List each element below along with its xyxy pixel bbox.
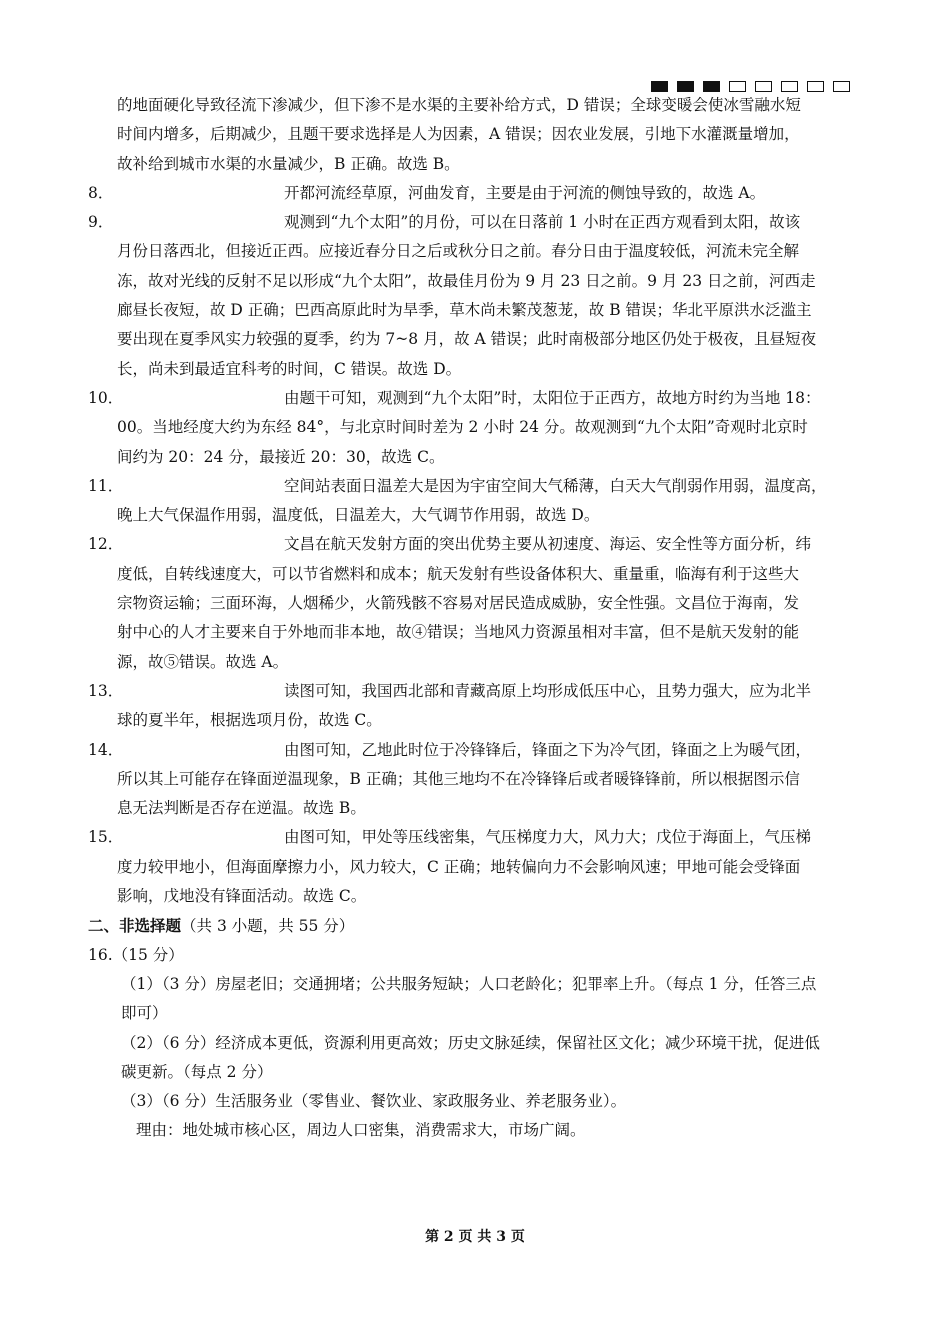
text-line: 所以其上可能存在锋面逆温现象，B 正确；其他三地均不在冷锋锋后或者暖锋锋前，所以根据图示信 (117, 769, 800, 788)
text-line: 故补给到城市水渠的水量减少，B 正确。故选 B。 (117, 154, 460, 173)
section-info: （共 3 小题，共 55 分） (181, 917, 355, 936)
text-line: （3）（6 分）生活服务业（零售业、餐饮业、家政服务业、养老服务业）。 (121, 1092, 627, 1111)
text-line: 由题干可知，观测到“九个太阳”时，太阳位于正西方，故地方时约为当地 18： (284, 388, 821, 407)
question-number: 9． (88, 213, 114, 232)
question-number: 15． (88, 828, 124, 847)
text-line: 00。当地经度大约为东经 84°，与北京时间时差为 2 小时 24 分。故观测到“九个太阳”奇观时北京时 (117, 418, 808, 437)
answer-16 (88, 941, 860, 1146)
text-line: 由图可知，甲处等压线密集，气压梯度力大，风力大；戊位于海面上，气压梯 (284, 828, 812, 847)
answer-8 (88, 179, 860, 208)
text-line: 度低，自转线速度大，可以节省燃料和成本；航天发射有些设备体积大、重量重，临海有利于这些大 (117, 564, 800, 583)
text-line: （2）（6 分）经济成本更低，资源利用更高效；历史文脉延续，保留社区文化；减少环境干扰，促进低 (121, 1033, 820, 1052)
text-line: 晚上大气保温作用弱，温度低，日温差大，大气调节作用弱，故选 D。 (117, 506, 600, 525)
text-line: 射中心的人才主要来自于外地而非本地，故④错误；当地风力资源虽相对丰富，但不是航天发射的能 (117, 623, 800, 642)
text-line: 间约为 20：24 分，最接近 20：30，故选 C。 (117, 447, 445, 466)
question-number: 11． (88, 476, 124, 495)
text-line: 冻，故对光线的反射不足以形成“九个太阳”，故最佳月份为 9 月 23 日之前。9 月 23 日之前，河西走 (117, 271, 816, 290)
answer-10 (88, 384, 860, 472)
answer-14 (88, 736, 860, 824)
text-line: 观测到“九个太阳”的月份，可以在日落前 1 小时在正西方观看到太阳，故该 (284, 213, 801, 232)
text-line: 度力较甲地小，但海面摩擦力小，风力较大，C 正确；地转偏向力不会影响风速；甲地可能会受锋面 (117, 857, 801, 876)
section-heading (88, 911, 860, 940)
answer-content (88, 91, 860, 1146)
text-line: 即可） (121, 1004, 168, 1023)
text-line: 的地面硬化导致径流下渗减少，但下渗不是水渠的主要补给方式，D 错误；全球变暖会使冰雪融水短 (117, 96, 801, 114)
text-line: 息无法判断是否存在逆温。故选 B。 (117, 799, 366, 818)
section-title: 二、非选择题 (88, 916, 182, 936)
answer-7-continuation (88, 91, 860, 179)
text-line: 由图可知，乙地此时位于冷锋锋后，锋面之下为冷气团，锋面之上为暖气团， (284, 740, 812, 759)
text-line: 要出现在夏季风实力较强的夏季，约为 7~8 月，故 A 错误；此时南极部分地区仍处于极夜，且昼短夜 (117, 330, 817, 349)
text-line: 文昌在航天发射方面的突出优势主要从初速度、海运、安全性等方面分析，纬 (284, 535, 812, 554)
answer-13 (88, 677, 860, 736)
text-line: 时间内增多，后期减少，且题干要求选择是人为因素，A 错误；因农业发展，引地下水灌溉量增加， (117, 125, 800, 144)
text-line: 读图可知，我国西北部和青藏高原上均形成低压中心，且势力强大，应为北半 (284, 681, 812, 700)
text-line: 长，尚未到最适宜科考的时间，C 错误。故选 D。 (117, 359, 462, 378)
text-line: 开都河流经草原，河曲发育，主要是由于河流的侧蚀导致的，故选 A。 (284, 183, 766, 202)
answer-12 (88, 530, 860, 676)
text-line: 影响，戊地没有锋面活动。故选 C。 (117, 887, 367, 906)
text-line: 廊昼长夜短，故 D 正确；巴西高原此时为旱季，草木尚未繁茂葱茏，故 B 错误；华北平原洪水泛滥主 (117, 301, 812, 320)
text-line: 空间站表面日温差大是因为宇宙空间大气稀薄，白天大气削弱作用弱，温度高， (284, 476, 827, 495)
answer-15 (88, 823, 860, 911)
text-line: 碳更新。（每点 2 分） (121, 1062, 273, 1081)
question-number: 8． (88, 183, 114, 202)
question-number: 12． (88, 535, 124, 554)
question-number: 13． (88, 681, 124, 700)
text-line: 源，故⑤错误。故选 A。 (117, 652, 289, 671)
text-line: 宗物资运输；三面环海，人烟稀少，火箭残骸不容易对居民造成威胁，安全性强。文昌位于海南，发 (117, 594, 800, 613)
text-line: 球的夏半年，根据选项月份，故选 C。 (117, 711, 382, 730)
text-line: （1）（3 分）房屋老旧；交通拥堵；公共服务短缺；人口老龄化；犯罪率上升。（每点 1 分，任答三点 (121, 974, 817, 993)
question-number: 14． (88, 740, 124, 759)
text-line: 月份日落西北，但接近正西。应接近春分日之后或秋分日之前。春分日由于温度较低，河流未完全解 (117, 242, 800, 261)
page-footer: 第 2 页 共 3 页 (425, 1229, 525, 1245)
text-line: 理由：地处城市核心区，周边人口密集，消费需求大，市场广阔。 (136, 1121, 586, 1140)
question-number: 10． (88, 388, 124, 407)
answer-11 (88, 472, 860, 531)
answer-9 (88, 208, 860, 384)
question-number: 16.（15 分） (88, 945, 184, 964)
